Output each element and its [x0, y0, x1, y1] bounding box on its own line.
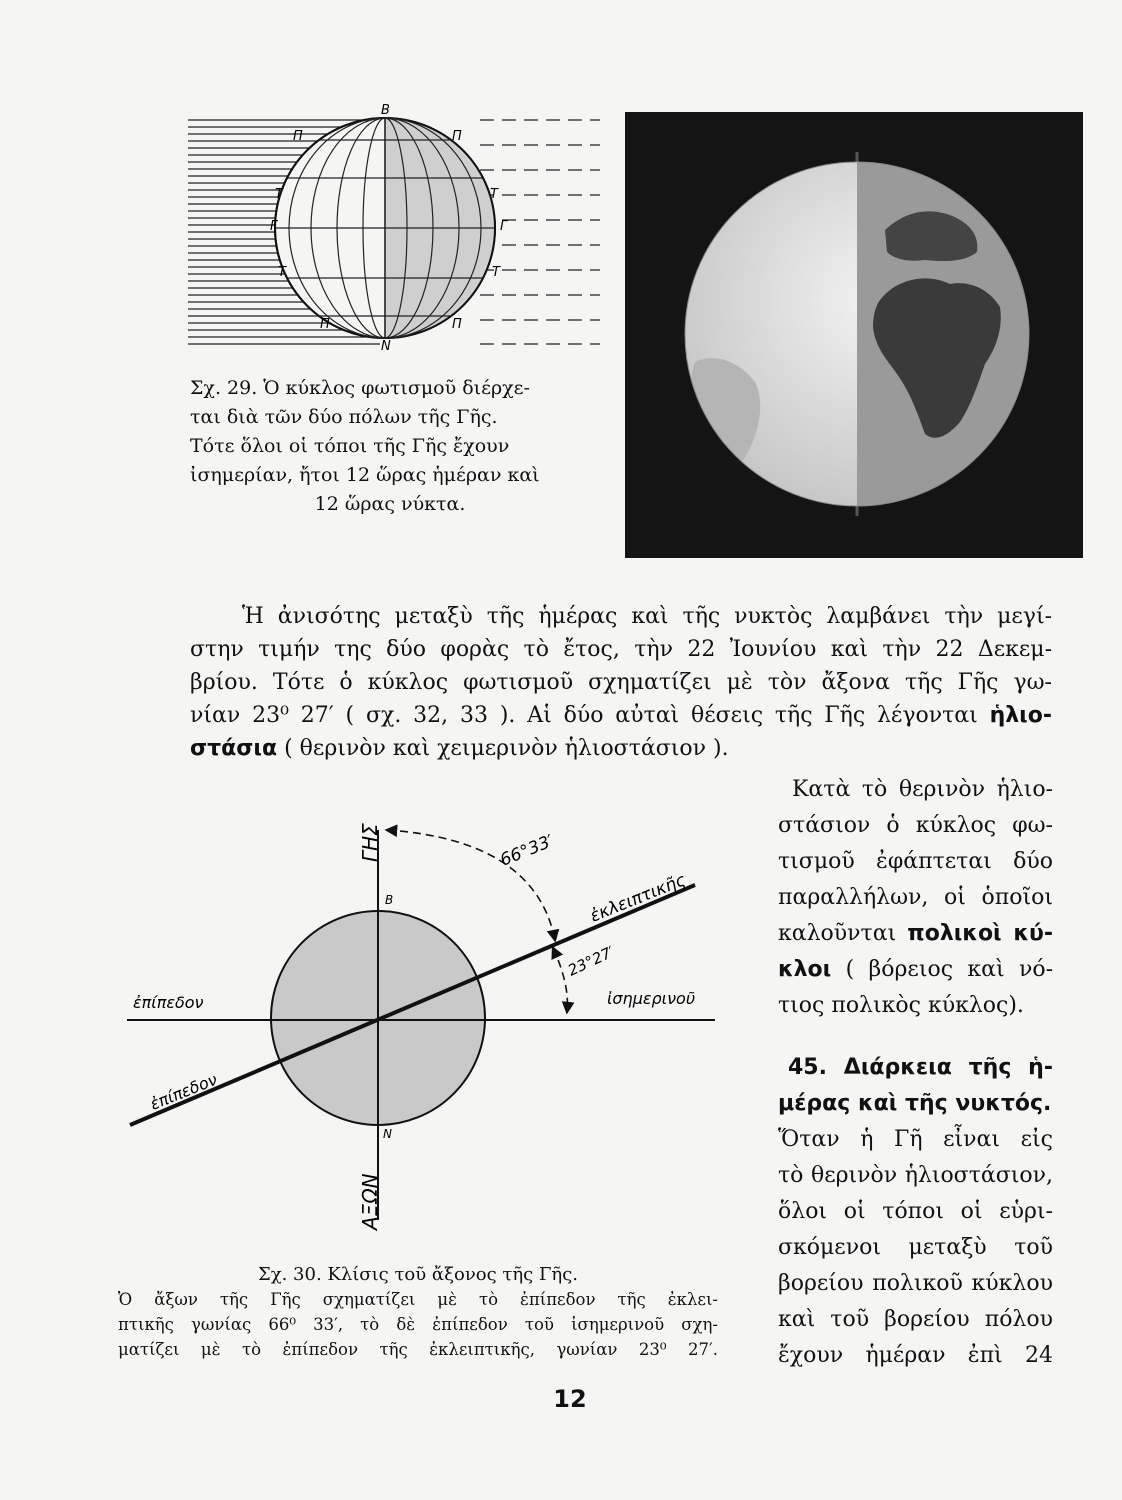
label-north: B [381, 103, 390, 118]
column-line: τισμοῦ ἐφάπτεται δύο [778, 849, 1053, 874]
caption-line: 12 ὥρας νύκτα. [314, 493, 466, 515]
section-line: καὶ τοῦ βορείου πόλου [778, 1307, 1053, 1332]
page-number: 12 [553, 1385, 587, 1413]
earth-photo [625, 112, 1083, 558]
caption-line: ἰσημερίαν, ἤτοι 12 ὥρας ἡμέραν καὶ [190, 464, 540, 486]
label-pi-ne: Π [452, 129, 462, 144]
paragraph-line: βρίου. Τότε ὁ κύκλος φωτισμοῦ σχηματίζει μὲ τὸν ἄξονα τῆς Γῆς γω- [190, 670, 1052, 695]
paragraph-line-text: ( θερινὸν καὶ χειμερινὸν ἡλιοστάσιον ). [277, 736, 729, 761]
term-heliostasia-part1: ἡλιο- [989, 703, 1052, 728]
paragraph-line [190, 699, 1052, 732]
term-polar-circles-part2: κλοι [778, 957, 832, 982]
section-line: ὅλοι οἱ τόποι οἱ εὑρι- [778, 1199, 1053, 1224]
caption-line: Ὁ ἄξων τῆς Γῆς σχηματίζει μὲ τὸ ἐπίπεδον τῆς ἐκλει- [118, 1290, 718, 1309]
angle-23-arc [553, 948, 567, 1012]
caption-line: Τότε ὅλοι οἱ τόποι τῆς Γῆς ἔχουν [190, 435, 510, 457]
column-line-text: ( βόρειος καὶ νό- [831, 957, 1053, 982]
column-line [778, 952, 1053, 988]
column-line: Κατὰ τὸ θερινὸν ἡλιο- [792, 777, 1053, 802]
term-polar-circles-part1: πολικοὶ κύ- [907, 921, 1053, 946]
label-epipedon-ecliptic: ἐπίπεδον [147, 1069, 220, 1114]
label-epipedon-equator: ἐπίπεδον [133, 993, 204, 1012]
caption-line: Σχ. 29. Ὁ κύκλος φωτισμοῦ διέρχε- [190, 377, 530, 399]
figure-30-axis-tilt-diagram [115, 800, 735, 1255]
label-tau-sw: Τ [278, 265, 286, 280]
caption-line: ται διὰ τῶν δύο πόλων τῆς Γῆς. [190, 406, 498, 428]
section-title-part2: μέρας καὶ τῆς νυκτός. [778, 1091, 1052, 1116]
section-line: Ὅταν ἡ Γῆ εἶναι εἰς [778, 1127, 1053, 1152]
section-line: τὸ θερινὸν ἡλιοστάσιον, [778, 1163, 1053, 1188]
caption-line: ματίζει μὲ τὸ ἐπίπεδον τῆς ἐκλειπτικῆς, γωνίαν 23⁰ 27′. [118, 1340, 718, 1359]
label-tau-ne: Τ [490, 187, 498, 202]
figure-29-caption [190, 374, 590, 519]
section-45 [778, 1050, 1053, 1374]
label-angle-66: 66°33′ [497, 831, 557, 871]
column-line: τιος πολικὸς κύκλος). [778, 993, 1024, 1018]
label-south: N [381, 339, 391, 350]
figure-30-caption [118, 1262, 718, 1362]
label-pi-sw: Π [320, 317, 330, 332]
section-line: σκόμενοι μεταξὺ τοῦ [778, 1235, 1053, 1260]
label-south-pole: Ν [383, 1127, 392, 1141]
section-line: βορείου πολικοῦ κύκλου [778, 1271, 1053, 1296]
label-pi-nw: Π [293, 129, 303, 144]
main-paragraph [190, 600, 1052, 765]
label-pi-se: Π [452, 317, 462, 332]
section-heading-line [778, 1050, 1053, 1086]
label-gamma-e: Γ [500, 219, 508, 234]
caption-line: πτικῆς γωνίας 66⁰ 33′, τὸ δὲ ἐπίπεδον τοῦ ἰσημερινοῦ σχη- [118, 1315, 718, 1334]
column-line-text: καλοῦνται [778, 921, 908, 946]
caption-title: Σχ. 30. Κλίσις τοῦ ἄξονος τῆς Γῆς. [257, 1264, 579, 1285]
label-isimerinou: ἰσημερινοῦ [607, 989, 696, 1008]
paragraph-line: Ἡ ἀνισότης μεταξὺ τῆς ἡμέρας καὶ τῆς νυκτὸς λαμβάνει τὴν μεγί- [242, 604, 1052, 629]
column-line: παραλλήλων, οἱ ὁποῖοι [778, 885, 1053, 910]
section-title-part1: Διάρκεια τῆς ἡ- [843, 1055, 1053, 1080]
globe [275, 118, 495, 338]
label-tau-nw: Τ [275, 187, 283, 202]
figure-29-globe-diagram [180, 100, 610, 350]
label-angle-23: 23°27′ [565, 942, 618, 980]
column-line [778, 916, 1053, 952]
right-column-text [778, 772, 1053, 1024]
label-gamma-w: Γ [270, 219, 278, 234]
paragraph-line: στην τιμήν της δύο φορὰς τὸ ἔτος, τὴν 22 Ἰουνίου καὶ τὴν 22 Δεκεμ- [190, 637, 1052, 662]
label-ekleiptikis: ἐκλειπτικῆς [587, 870, 689, 927]
label-axon: ΑΞΩΝ [358, 1173, 382, 1230]
label-tau-se: Τ [492, 265, 500, 280]
label-north-pole: Β [385, 893, 394, 907]
label-ges: ΓΗΣ [358, 823, 382, 862]
term-heliostasia-part2: στάσια [190, 736, 278, 761]
section-line: ἔχουν ἡμέραν ἐπὶ 24 [778, 1343, 1053, 1368]
dark-side-dashed-lines [480, 120, 600, 344]
paragraph-line [190, 732, 1052, 765]
section-number: 45. [788, 1055, 827, 1080]
paragraph-line-text: νίαν 23⁰ 27′ ( σχ. 32, 33 ). Αἱ δύο αὐταὶ θέσεις τῆς Γῆς λέγονται [190, 703, 978, 728]
column-line: στάσιον ὁ κύκλος φω- [778, 813, 1053, 838]
